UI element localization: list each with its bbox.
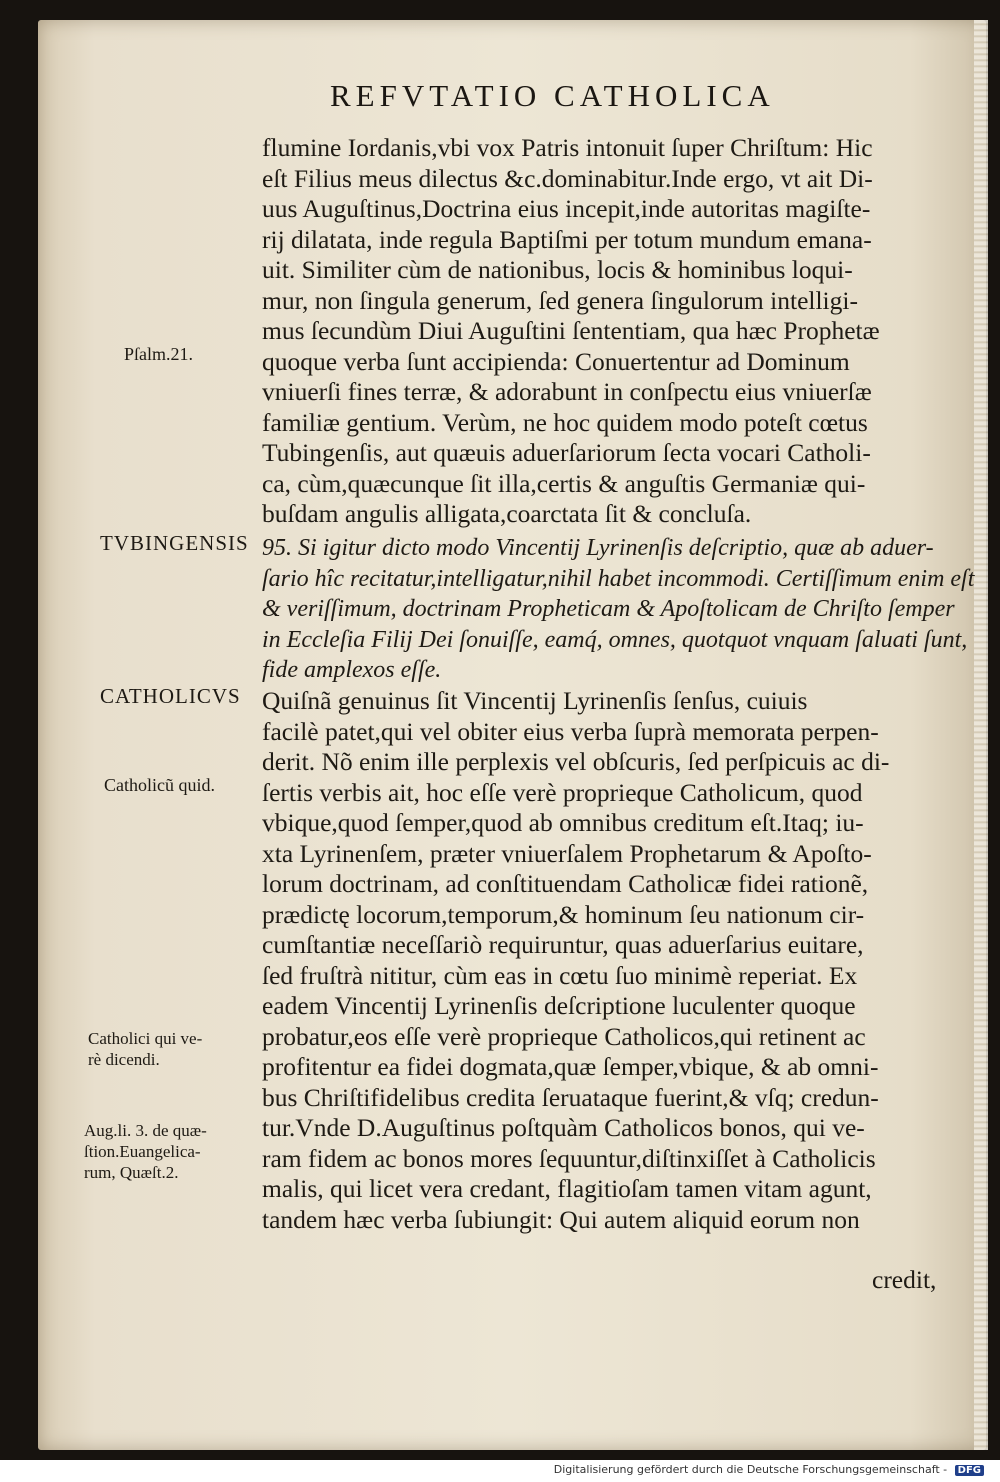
quote-line: fide amplexos eſſe.	[262, 657, 442, 683]
body-line: rij dilatata, inde regula Baptiſmi per totum mundum emana-	[262, 224, 872, 254]
reply-line: eadem Vincentij Lyrinenſis deſcriptione luculenter quoque	[262, 991, 856, 1020]
reply-line: xta Lyrinenſem, præter vniuerſalem Prophetarum & Apoſto-	[262, 838, 872, 868]
reply-line: prædictę locorum,temporum,& hominum ſeu nationum cir-	[262, 899, 865, 929]
reply-line: Quiſnã genuinus ſit Vincentij Lyrinenſis ſenſus, cuiuis	[262, 686, 808, 715]
margin-note-line: Catholici qui ve-	[88, 1029, 203, 1048]
margin-note-line: Aug.li. 3. de quæ-	[84, 1121, 207, 1140]
reply-line: probatur,eos eſſe verè proprieque Catholicos,qui retinent ac	[262, 1021, 866, 1051]
body-line: uit. Similiter cùm de nationibus, locis & hominibus loqui-	[262, 255, 853, 284]
reply-line: derit. Nõ enim ille perplexis vel obſcuris, ſed perſpicuis ac di-	[262, 747, 890, 776]
body-line: familiæ gentium. Verùm, ne hoc quidem modo poteſt cœtus	[262, 407, 868, 437]
body-line: mus ſecundùm Diui Auguſtini ſententiam, qua hæc Prophetæ	[262, 316, 880, 345]
quote-line: ſario hîc recitatur,intelligatur,nihil habet incommodi. Certiſſimum enim eſt	[262, 565, 975, 592]
catholicus-reply	[262, 686, 967, 1235]
reply-line: ſed fruſtrà nititur, cùm eas in cœtu ſuo minimè reperiat. Ex	[262, 960, 858, 990]
reply-line: tandem hæc verba ſubiungit: Qui autem aliquid eorum non	[262, 1204, 860, 1234]
quote-line: & veriſſimum, doctrinam Propheticam & Apoſtolicam de Chriſto ſemper	[262, 596, 955, 622]
reply-line: malis, qui licet vera credant, flagitioſam tamen vitam agunt,	[262, 1174, 872, 1203]
body-line: buſdam angulis alligata,coarctata ſit & concluſa.	[262, 499, 752, 528]
body-text	[262, 133, 962, 530]
body-line: uus Auguſtinus,Doctrina eius incepit,inde autoritas magiſte-	[262, 194, 871, 223]
reply-line: bus Chriſtifidelibus credita ſeruataque fuerint,& vſq; credun-	[262, 1082, 879, 1112]
body-line: mur, non ſingula generum, ſed genera ſingulorum intelligi-	[262, 285, 858, 315]
reply-line: lorum doctrinam, ad conſtituendam Catholicæ fidei rationẽ,	[262, 869, 869, 898]
body-line: Tubingenſis, aut quæuis aduerſariorum ſecta vocari Catholi-	[262, 438, 871, 467]
reply-line: facilè patet,qui vel obiter eius verba ſuprà memorata perpen-	[262, 716, 879, 746]
margin-speaker-catholicus: CATHOLICVS	[100, 684, 241, 708]
tubingensis-quote	[262, 533, 975, 686]
reply-line: ſertis verbis ait, hoc eſſe verè proprieque Catholicum, quod	[262, 777, 863, 807]
catchword: credit,	[872, 1265, 937, 1294]
body-line: eſt Filius meus dilectus &c.dominabitur.Inde ergo, vt ait Di-	[262, 163, 873, 193]
quote-line: in Eccleſia Filij Dei ſonuiſſe, eamq́, omnes, quotquot vnquam ſaluati ſunt,	[262, 626, 968, 653]
body-line: quoque verba ſunt accipienda: Conuertentur ad Dominum	[262, 346, 850, 376]
running-head: REFVTATIO CATHOLICA	[330, 78, 775, 113]
page-edge	[974, 20, 988, 1450]
footer-text: Digitalisierung gefördert durch die Deutsche Forschungsgemeinschaft -	[553, 1463, 948, 1476]
reply-line: cumſtantiæ neceſſariò requiruntur, quas aduerſarius euitare,	[262, 930, 864, 959]
body-line: flumine Iordanis,vbi vox Patris intonuit ſuper Chriſtum: Hic	[262, 133, 873, 162]
quote-line: 95. Si igitur dicto modo Vincentij Lyrinenſis deſcriptio, quæ ab aduer-	[262, 535, 934, 561]
reply-line: vbique,quod ſemper,quod ab omnibus creditum eſt.Itaq; iu-	[262, 808, 864, 837]
margin-catholici-vere	[88, 1028, 202, 1070]
funding-footer	[554, 1463, 984, 1476]
margin-augustine-ref	[84, 1120, 207, 1183]
margin-speaker-tubingensis: TVBINGENSIS	[100, 531, 249, 555]
margin-note-line: ſtion.Euangelica-	[84, 1142, 201, 1161]
reply-line: ram fidem ac bonos mores ſequuntur,diſtinxiſſet à Catholicis	[262, 1143, 876, 1173]
body-line: ca, cùm,quæcunque ſit illa,certis & anguſtis Germaniæ qui-	[262, 468, 866, 498]
margin-note-line: rè dicendi.	[88, 1050, 160, 1069]
reply-line: tur.Vnde D.Auguſtinus poſtquàm Catholicos bonos, qui ve-	[262, 1113, 865, 1142]
margin-note-line: rum, Quæſt.2.	[84, 1163, 179, 1182]
reply-line: profitentur ea fidei dogmata,quæ ſemper,vbique, & ab omni-	[262, 1052, 879, 1081]
body-line: vniuerſi fines terræ, & adorabunt in conſpectu eius vniuerſæ	[262, 377, 872, 406]
margin-psalm-ref: Pſalm.21.	[124, 344, 194, 364]
margin-catholicum-quid: Catholicũ quid.	[104, 775, 215, 795]
dfg-logo: DFG	[955, 1465, 984, 1476]
